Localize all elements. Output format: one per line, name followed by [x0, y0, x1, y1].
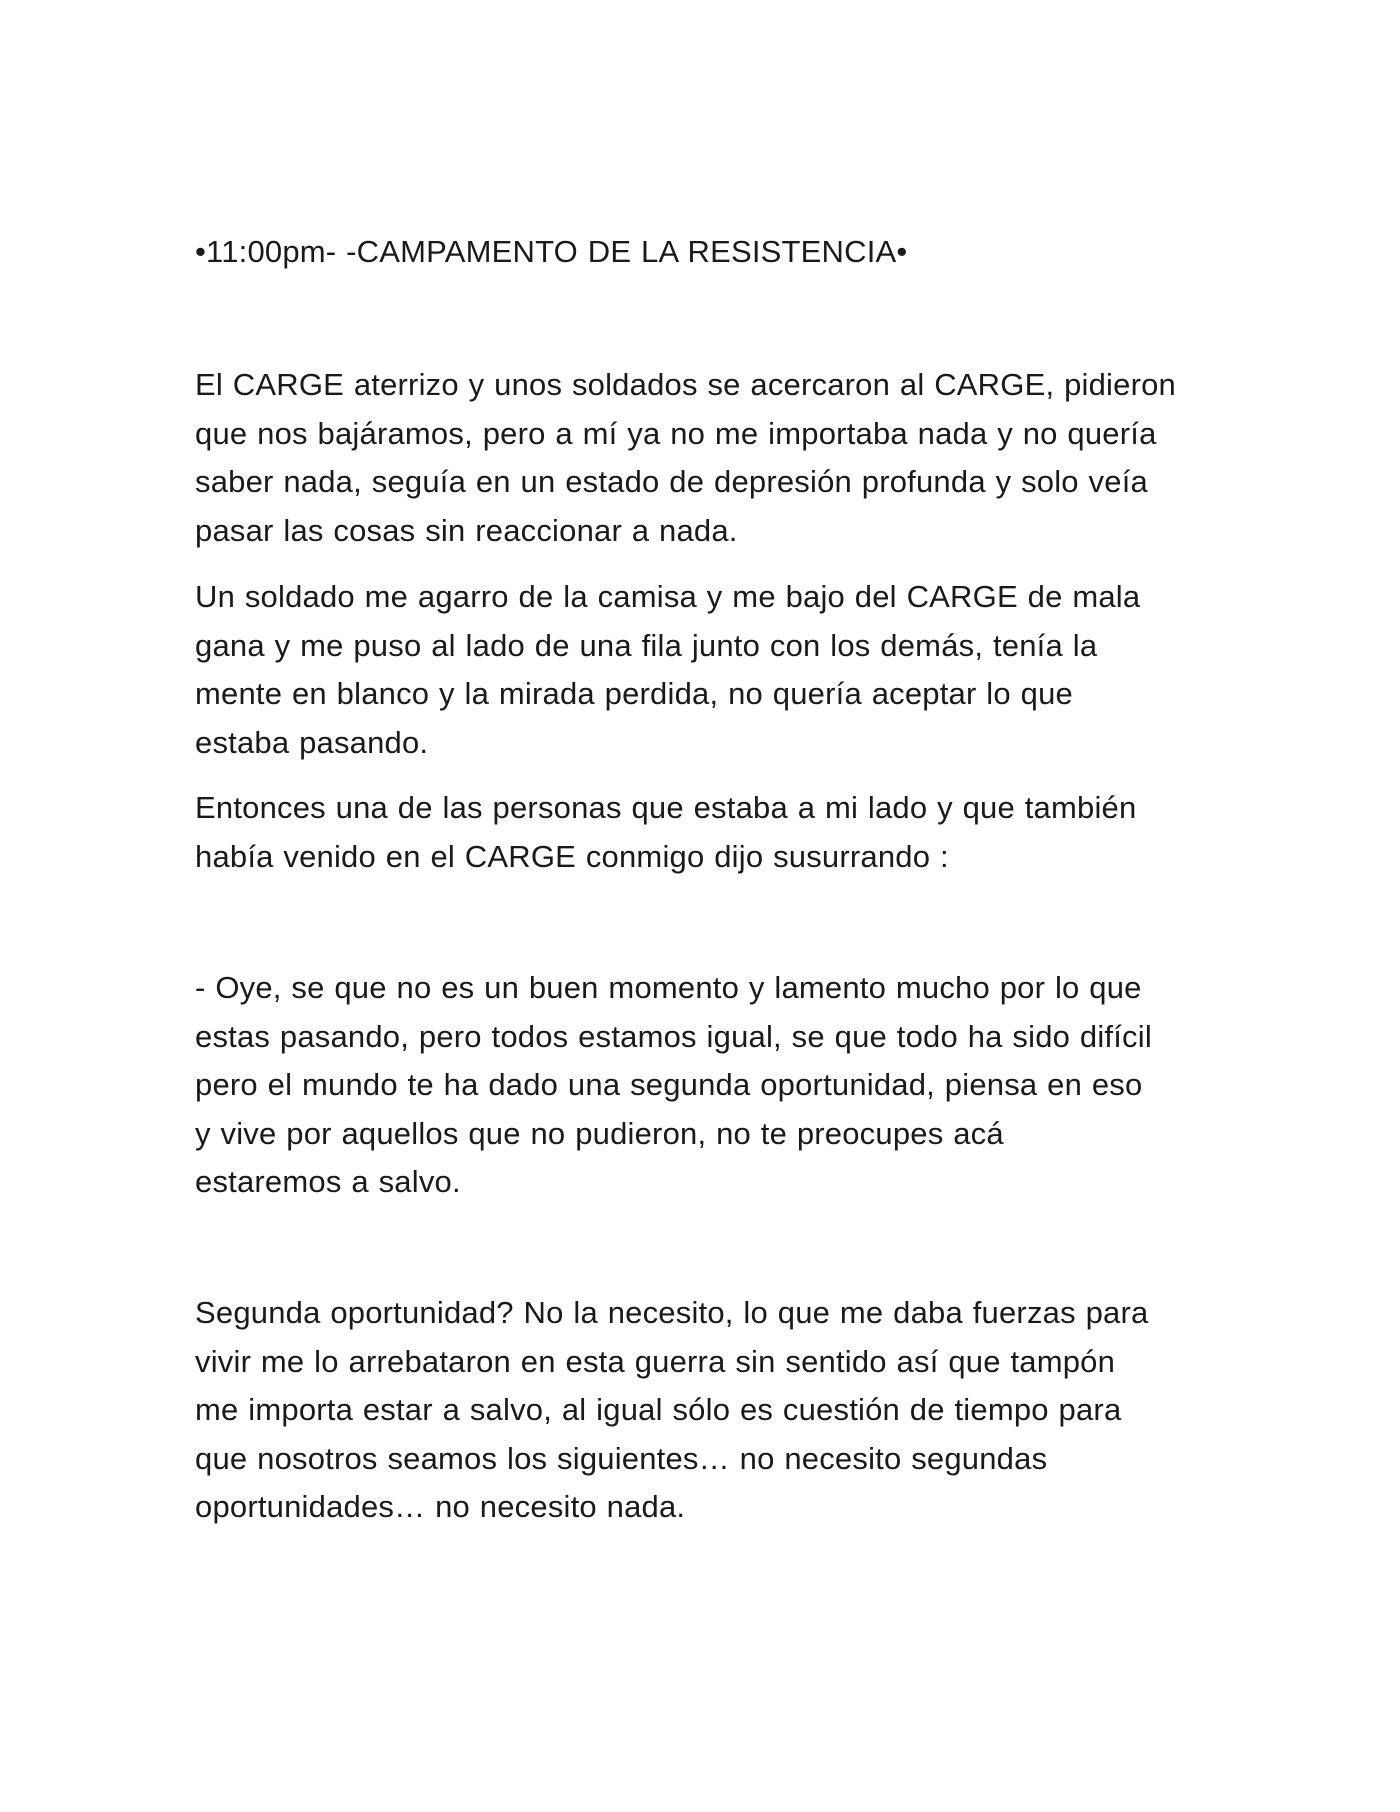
dialogue-paragraph	[195, 964, 1225, 1207]
paragraph-line: había venido en el CARGE conmigo dijo susurrando :	[195, 838, 949, 874]
paragraph-line: Entonces una de las personas que estaba a mi lado y que también	[195, 790, 1137, 825]
paragraph-line: oportunidades… no necesito nada.	[195, 1489, 686, 1524]
paragraph-line: Segunda oportunidad? No la necesito, lo que me daba fuerzas para	[195, 1295, 1149, 1330]
paragraph-line: estaremos a salvo.	[195, 1164, 461, 1199]
paragraph-line: pasar las cosas sin reaccionar a nada.	[195, 512, 738, 548]
paragraph-line: Un soldado me agarro de la camisa y me bajo del CARGE de mala	[195, 579, 1141, 614]
paragraph-line: pero el mundo te ha dado una segunda oportunidad, piensa en eso	[195, 1067, 1143, 1102]
paragraph-line: mente en blanco y la mirada perdida, no quería aceptar lo que	[195, 676, 1073, 711]
paragraph-line: estaba pasando.	[195, 724, 429, 760]
scene-heading: •11:00pm- -CAMPAMENTO DE LA RESISTENCIA•	[195, 234, 908, 269]
paragraph-1	[195, 361, 1225, 555]
paragraph-line: que nosotros seamos los siguientes… no necesito segundas	[195, 1440, 1048, 1476]
paragraph-line: - Oye, se que no es un buen momento y lamento mucho por lo que	[195, 970, 1142, 1005]
paragraph-3	[195, 784, 1225, 881]
paragraph-line: vivir me lo arrebataron en esta guerra sin sentido así que tampón	[195, 1343, 1116, 1379]
paragraph-5	[195, 1289, 1225, 1532]
paragraph-line: saber nada, seguía en un estado de depresión profunda y solo veía	[195, 464, 1148, 499]
paragraph-line: gana y me puso al lado de una fila junto con los demás, tenía la	[195, 627, 1098, 663]
paragraph-line: El CARGE aterrizo y unos soldados se acercaron al CARGE, pidieron	[195, 367, 1176, 402]
paragraph-line: y vive por aquellos que no pudieron, no te preocupes acá	[195, 1115, 1004, 1151]
paragraph-line: me importa estar a salvo, al igual sólo es cuestión de tiempo para	[195, 1392, 1122, 1427]
paragraph-line: estas pasando, pero todos estamos igual, se que todo ha sido difícil	[195, 1018, 1152, 1054]
paragraph-line: que nos bajáramos, pero a mí ya no me importaba nada y no quería	[195, 415, 1157, 451]
paragraph-2	[195, 573, 1225, 767]
